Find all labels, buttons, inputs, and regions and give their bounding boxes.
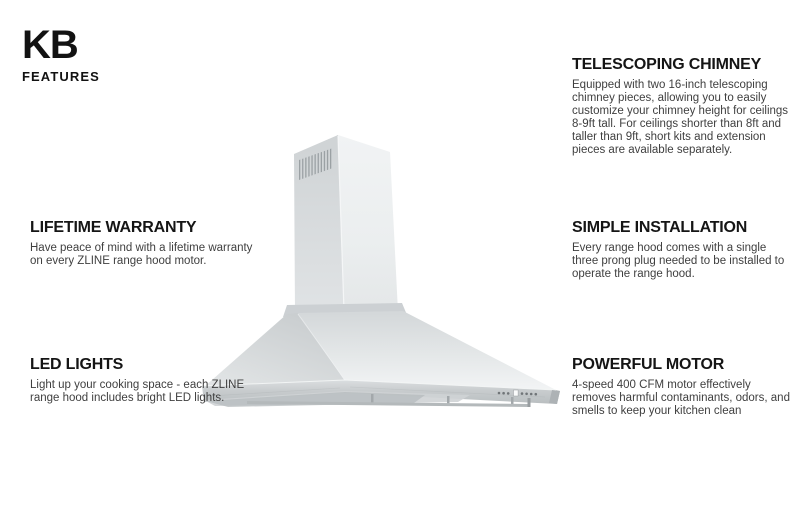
- feature-body: Every range hood comes with a single three prong plug needed to be installed to operate the range hood.: [572, 241, 785, 280]
- feature-title: LED LIGHTS: [30, 356, 124, 373]
- features-subtitle: FEATURES: [22, 69, 100, 84]
- feature-title: TELESCOPING CHIMNEY: [572, 56, 762, 73]
- feature-powerful-motor: [572, 356, 794, 418]
- feature-title: SIMPLE INSTALLATION: [572, 219, 748, 236]
- feature-body: Have peace of mind with a lifetime warranty on every ZLINE range hood motor.: [30, 241, 253, 267]
- feature-title: POWERFUL MOTOR: [572, 356, 725, 373]
- model-title: KB: [22, 23, 78, 67]
- feature-telescoping-chimney: [572, 56, 794, 157]
- brand-block: [22, 24, 100, 84]
- feature-title: LIFETIME WARRANTY: [30, 219, 197, 236]
- feature-lifetime-warranty: [30, 219, 262, 268]
- feature-body: 4-speed 400 CFM motor effectively removes harmful contaminants, odors, and smells to keep your kitchen clean: [572, 378, 790, 417]
- feature-simple-installation: [572, 219, 794, 281]
- feature-body: Equipped with two 16-inch telescoping chimney pieces, allowing you to easily customize your chimney height for ceilings 8-9ft tall. For ceilings shorter than 8ft and taller than 9ft, short kits and extension pieces are available separately.: [572, 78, 789, 156]
- feature-led-lights: [30, 356, 262, 405]
- feature-body: Light up your cooking space - each ZLINE range hood includes bright LED lights.: [30, 378, 245, 404]
- telescoping-chimney-graphic: [294, 135, 398, 313]
